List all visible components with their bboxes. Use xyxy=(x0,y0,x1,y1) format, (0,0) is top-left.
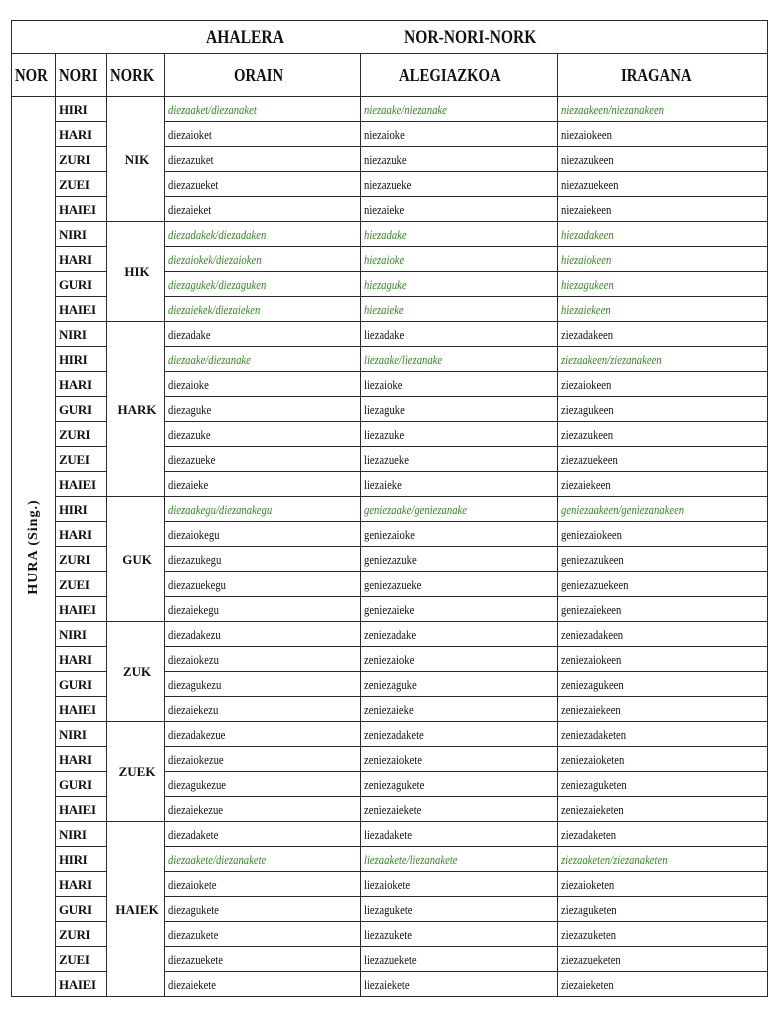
iragana-value: zeniezaioketen xyxy=(560,751,625,767)
alegiazkoa-value: zeniezaieke xyxy=(364,701,415,717)
iragana-value: ziezadaketen xyxy=(560,826,616,842)
nori-cell: HARI xyxy=(56,747,107,772)
form-cell-iragana xyxy=(557,572,767,597)
nori-cell: NIRI xyxy=(56,322,107,347)
form-cell-alegiazkoa xyxy=(361,547,557,572)
form-cell-iragana xyxy=(557,497,767,522)
form-cell-orain xyxy=(165,547,361,572)
form-cell-iragana xyxy=(557,547,767,572)
form-cell-iragana xyxy=(557,722,767,747)
form-cell-iragana xyxy=(557,122,767,147)
iragana-value: niezaakeen/niezanakeen xyxy=(560,101,664,117)
iragana-value: ziezadakeen xyxy=(560,326,613,342)
form-cell-alegiazkoa xyxy=(361,647,557,672)
alegiazkoa-value: zeniezaiekete xyxy=(364,801,422,817)
form-cell-orain xyxy=(165,422,361,447)
form-cell-iragana xyxy=(557,322,767,347)
title-ahalera: AHALERA xyxy=(206,26,285,48)
nori-cell: HARI xyxy=(56,122,107,147)
nori-cell: ZURI xyxy=(56,147,107,172)
form-cell-iragana xyxy=(557,872,767,897)
form-cell-orain xyxy=(165,647,361,672)
alegiazkoa-value: liezaiekete xyxy=(364,976,411,992)
form-cell-alegiazkoa xyxy=(361,522,557,547)
alegiazkoa-value: geniezazueke xyxy=(364,576,422,592)
iragana-value: hiezaiokeen xyxy=(560,251,612,267)
alegiazkoa-value: zeniezaiokete xyxy=(364,751,423,767)
orain-value: diezaake/diezanake xyxy=(168,351,251,367)
orain-value: diezagukete xyxy=(168,901,219,917)
form-cell-orain xyxy=(165,747,361,772)
orain-value: diezadakezu xyxy=(168,626,221,642)
alegiazkoa-value: niezaake/niezanake xyxy=(364,101,448,117)
nori-cell: HARI xyxy=(56,872,107,897)
nori-cell: HAIEI xyxy=(56,197,107,222)
alegiazkoa-value: zeniezadake xyxy=(364,626,417,642)
alegiazkoa-value: liezaakete/liezanakete xyxy=(364,851,458,867)
orain-value: diezaiokezue xyxy=(168,751,224,767)
form-cell-alegiazkoa xyxy=(361,797,557,822)
alegiazkoa-value: liezaiokete xyxy=(364,876,411,892)
form-cell-alegiazkoa xyxy=(361,172,557,197)
alegiazkoa-value: geniezaieke xyxy=(364,601,415,617)
iragana-value: ziezazukeen xyxy=(560,426,613,442)
alegiazkoa-value: liezazueke xyxy=(364,451,410,467)
orain-value: diezaiekezu xyxy=(168,701,219,717)
form-cell-alegiazkoa xyxy=(361,322,557,347)
orain-value: diezagukezu xyxy=(168,676,222,692)
form-cell-iragana xyxy=(557,147,767,172)
form-cell-iragana xyxy=(557,597,767,622)
nori-cell: ZURI xyxy=(56,547,107,572)
nori-cell: GURI xyxy=(56,272,107,297)
form-cell-iragana xyxy=(557,197,767,222)
nori-cell: ZUEI xyxy=(56,172,107,197)
form-cell-orain xyxy=(165,697,361,722)
iragana-value: niezaiekeen xyxy=(560,201,612,217)
form-cell-alegiazkoa xyxy=(361,572,557,597)
form-cell-orain xyxy=(165,147,361,172)
form-cell-orain xyxy=(165,347,361,372)
form-cell-orain xyxy=(165,872,361,897)
nori-cell: ZUEI xyxy=(56,947,107,972)
table-row xyxy=(12,722,768,747)
form-cell-orain xyxy=(165,672,361,697)
form-cell-iragana xyxy=(557,272,767,297)
form-cell-alegiazkoa xyxy=(361,922,557,947)
table-row xyxy=(12,97,768,122)
form-cell-alegiazkoa xyxy=(361,947,557,972)
table-row xyxy=(12,222,768,247)
nori-cell: HIRI xyxy=(56,847,107,872)
form-cell-orain xyxy=(165,622,361,647)
orain-value: diezadakek/diezadaken xyxy=(168,226,267,242)
iragana-value: ziezagukeen xyxy=(560,401,614,417)
alegiazkoa-value: liezaake/liezanake xyxy=(364,351,443,367)
form-cell-iragana xyxy=(557,297,767,322)
iragana-value: ziezaakeen/ziezanakeen xyxy=(560,351,662,367)
form-cell-alegiazkoa xyxy=(361,422,557,447)
iragana-value: ziezazueketen xyxy=(560,951,621,967)
form-cell-alegiazkoa xyxy=(361,197,557,222)
nori-cell: ZURI xyxy=(56,422,107,447)
iragana-value: zeniezadakeen xyxy=(560,626,623,642)
alegiazkoa-value: liezazuekete xyxy=(364,951,418,967)
form-cell-orain xyxy=(165,297,361,322)
form-cell-alegiazkoa xyxy=(361,897,557,922)
nori-cell: NIRI xyxy=(56,722,107,747)
form-cell-orain xyxy=(165,972,361,997)
title-nor-nori-nork: NOR-NORI-NORK xyxy=(404,26,537,48)
alegiazkoa-value: liezadake xyxy=(364,326,405,342)
form-cell-alegiazkoa xyxy=(361,972,557,997)
form-cell-iragana xyxy=(557,972,767,997)
form-cell-orain xyxy=(165,822,361,847)
form-cell-alegiazkoa xyxy=(361,747,557,772)
form-cell-orain xyxy=(165,522,361,547)
nori-cell: ZUEI xyxy=(56,572,107,597)
iragana-value: ziezazuekeen xyxy=(560,451,618,467)
orain-value: diezazueke xyxy=(168,451,216,467)
form-cell-orain xyxy=(165,472,361,497)
orain-value: diezaiekegu xyxy=(168,601,219,617)
iragana-value: geniezazukeen xyxy=(560,551,624,567)
nork-cell: ZUK xyxy=(107,622,165,722)
nori-cell: HAIEI xyxy=(56,972,107,997)
form-cell-orain xyxy=(165,172,361,197)
alegiazkoa-value: niezaioke xyxy=(364,126,406,142)
iragana-value: niezaiokeen xyxy=(560,126,612,142)
form-cell-iragana xyxy=(557,522,767,547)
form-cell-alegiazkoa xyxy=(361,672,557,697)
form-cell-alegiazkoa xyxy=(361,447,557,472)
iragana-value: zeniezaguketen xyxy=(560,776,627,792)
form-cell-iragana xyxy=(557,672,767,697)
form-cell-orain xyxy=(165,272,361,297)
iragana-value: ziezaiokeen xyxy=(560,376,612,392)
alegiazkoa-value: geniezaake/geniezanake xyxy=(364,501,468,517)
header-alegiazkoa: ALEGIAZKOA xyxy=(361,54,557,97)
nori-cell: NIRI xyxy=(56,622,107,647)
orain-value: diezaguke xyxy=(168,401,212,417)
alegiazkoa-value: liezaguke xyxy=(364,401,406,417)
form-cell-iragana xyxy=(557,397,767,422)
iragana-value: zeniezaiokeen xyxy=(560,651,622,667)
nori-cell: HAIEI xyxy=(56,297,107,322)
iragana-value: zeniezagukeen xyxy=(560,676,624,692)
form-cell-orain xyxy=(165,247,361,272)
form-cell-orain xyxy=(165,447,361,472)
nork-cell: ZUEK xyxy=(107,722,165,822)
table-row xyxy=(12,322,768,347)
form-cell-alegiazkoa xyxy=(361,147,557,172)
form-cell-alegiazkoa xyxy=(361,847,557,872)
header-row xyxy=(12,54,768,97)
alegiazkoa-value: hiezadake xyxy=(364,226,408,242)
iragana-value: geniezaakeen/geniezanakeen xyxy=(560,501,684,517)
nor-label: HURA (Sing.) xyxy=(25,498,41,595)
orain-value: diezaaket/diezanaket xyxy=(168,101,257,117)
nori-cell: HAIEI xyxy=(56,697,107,722)
form-cell-alegiazkoa xyxy=(361,597,557,622)
nori-cell: ZURI xyxy=(56,922,107,947)
iragana-value: geniezazuekeen xyxy=(560,576,629,592)
form-cell-orain xyxy=(165,97,361,122)
orain-value: diezaiokek/diezaioken xyxy=(168,251,262,267)
alegiazkoa-value: hiezaioke xyxy=(364,251,405,267)
orain-value: diezaakete/diezanakete xyxy=(168,851,267,867)
form-cell-alegiazkoa xyxy=(361,97,557,122)
form-cell-orain xyxy=(165,397,361,422)
header-orain: ORAIN xyxy=(165,54,361,97)
orain-value: diezaioket xyxy=(168,126,212,142)
form-cell-iragana xyxy=(557,647,767,672)
iragana-value: ziezaaketen/ziezanaketen xyxy=(560,851,668,867)
nork-cell: HAIEK xyxy=(107,822,165,997)
form-cell-orain xyxy=(165,122,361,147)
nori-cell: GURI xyxy=(56,772,107,797)
nor-cell xyxy=(12,97,56,997)
form-cell-orain xyxy=(165,197,361,222)
form-cell-alegiazkoa xyxy=(361,472,557,497)
orain-value: diezaiokezu xyxy=(168,651,219,667)
conjugation-table xyxy=(11,20,768,997)
form-cell-iragana xyxy=(557,697,767,722)
nori-cell: ZUEI xyxy=(56,447,107,472)
form-cell-iragana xyxy=(557,247,767,272)
nork-cell: HARK xyxy=(107,322,165,497)
title-row xyxy=(12,21,768,54)
nori-cell: HAIEI xyxy=(56,597,107,622)
alegiazkoa-value: hiezaguke xyxy=(364,276,408,292)
form-cell-iragana xyxy=(557,922,767,947)
form-cell-iragana xyxy=(557,422,767,447)
form-cell-orain xyxy=(165,797,361,822)
alegiazkoa-value: niezaieke xyxy=(364,201,405,217)
alegiazkoa-value: liezagukete xyxy=(364,901,413,917)
iragana-value: zeniezadaketen xyxy=(560,726,626,742)
form-cell-alegiazkoa xyxy=(361,497,557,522)
alegiazkoa-value: hiezaieke xyxy=(364,301,405,317)
form-cell-orain xyxy=(165,372,361,397)
iragana-value: ziezaioketen xyxy=(560,876,615,892)
form-cell-alegiazkoa xyxy=(361,222,557,247)
form-cell-orain xyxy=(165,847,361,872)
form-cell-alegiazkoa xyxy=(361,697,557,722)
form-cell-iragana xyxy=(557,172,767,197)
form-cell-alegiazkoa xyxy=(361,822,557,847)
nori-cell: NIRI xyxy=(56,822,107,847)
alegiazkoa-value: geniezazuke xyxy=(364,551,418,567)
nori-cell: HAIEI xyxy=(56,797,107,822)
orain-value: diezaiekete xyxy=(168,976,216,992)
orain-value: diezazukete xyxy=(168,926,219,942)
form-cell-alegiazkoa xyxy=(361,347,557,372)
orain-value: diezaiekezue xyxy=(168,801,224,817)
form-cell-alegiazkoa xyxy=(361,722,557,747)
iragana-value: ziezaieketen xyxy=(560,976,614,992)
nori-cell: HIRI xyxy=(56,347,107,372)
iragana-value: ziezaguketen xyxy=(560,901,617,917)
form-cell-iragana xyxy=(557,847,767,872)
alegiazkoa-value: zeniezaguke xyxy=(364,676,418,692)
orain-value: diezazuekegu xyxy=(168,576,227,592)
form-cell-iragana xyxy=(557,97,767,122)
form-cell-iragana xyxy=(557,347,767,372)
iragana-value: hiezaiekeen xyxy=(560,301,611,317)
form-cell-iragana xyxy=(557,222,767,247)
form-cell-iragana xyxy=(557,447,767,472)
orain-value: diezaieket xyxy=(168,201,212,217)
orain-value: diezaiekek/diezaieken xyxy=(168,301,261,317)
alegiazkoa-value: liezazuke xyxy=(364,426,405,442)
nori-cell: NIRI xyxy=(56,222,107,247)
header-iragana: IRAGANA xyxy=(557,54,767,97)
nori-cell: GURI xyxy=(56,897,107,922)
nori-cell: GURI xyxy=(56,397,107,422)
alegiazkoa-value: liezadakete xyxy=(364,826,413,842)
iragana-value: niezazukeen xyxy=(560,151,614,167)
nori-cell: HIRI xyxy=(56,497,107,522)
form-cell-orain xyxy=(165,322,361,347)
form-cell-orain xyxy=(165,722,361,747)
alegiazkoa-value: zeniezagukete xyxy=(364,776,425,792)
form-cell-alegiazkoa xyxy=(361,397,557,422)
orain-value: diezazuke xyxy=(168,426,211,442)
nori-cell: HIRI xyxy=(56,97,107,122)
form-cell-iragana xyxy=(557,622,767,647)
form-cell-orain xyxy=(165,947,361,972)
table-row xyxy=(12,822,768,847)
alegiazkoa-value: liezazukete xyxy=(364,926,413,942)
form-cell-orain xyxy=(165,922,361,947)
orain-value: diezazukegu xyxy=(168,551,222,567)
orain-value: diezaiokete xyxy=(168,876,217,892)
form-cell-orain xyxy=(165,772,361,797)
table-body xyxy=(12,21,768,997)
form-cell-iragana xyxy=(557,947,767,972)
orain-value: diezazuket xyxy=(168,151,214,167)
orain-value: diezaioke xyxy=(168,376,209,392)
title-cell xyxy=(12,21,768,54)
orain-value: diezagukek/diezaguken xyxy=(168,276,267,292)
alegiazkoa-value: zeniezaioke xyxy=(364,651,415,667)
nork-cell: NIK xyxy=(107,97,165,222)
form-cell-alegiazkoa xyxy=(361,247,557,272)
iragana-value: geniezaiokeen xyxy=(560,526,622,542)
nork-cell: HIK xyxy=(107,222,165,322)
form-cell-alegiazkoa xyxy=(361,122,557,147)
iragana-value: niezazuekeen xyxy=(560,176,619,192)
form-cell-alegiazkoa xyxy=(361,372,557,397)
orain-value: diezadakete xyxy=(168,826,219,842)
form-cell-iragana xyxy=(557,772,767,797)
form-cell-alegiazkoa xyxy=(361,872,557,897)
header-nork: NORK xyxy=(107,54,165,97)
nori-cell: HARI xyxy=(56,247,107,272)
form-cell-iragana xyxy=(557,472,767,497)
iragana-value: ziezazuketen xyxy=(560,926,616,942)
header-nori: NORI xyxy=(56,54,107,97)
form-cell-alegiazkoa xyxy=(361,272,557,297)
form-cell-iragana xyxy=(557,797,767,822)
form-cell-alegiazkoa xyxy=(361,297,557,322)
form-cell-orain xyxy=(165,222,361,247)
form-cell-iragana xyxy=(557,372,767,397)
orain-value: diezadake xyxy=(168,326,211,342)
nori-cell: GURI xyxy=(56,672,107,697)
iragana-value: zeniezaieketen xyxy=(560,801,624,817)
iragana-value: geniezaiekeen xyxy=(560,601,622,617)
form-cell-orain xyxy=(165,597,361,622)
orain-value: diezazueket xyxy=(168,176,219,192)
orain-value: diezaieke xyxy=(168,476,209,492)
nori-cell: HAIEI xyxy=(56,472,107,497)
iragana-value: hiezadakeen xyxy=(560,226,614,242)
form-cell-alegiazkoa xyxy=(361,622,557,647)
alegiazkoa-value: zeniezadakete xyxy=(364,726,425,742)
nori-cell: HARI xyxy=(56,372,107,397)
table-row xyxy=(12,622,768,647)
alegiazkoa-value: niezazueke xyxy=(364,176,412,192)
nori-cell: HARI xyxy=(56,647,107,672)
orain-value: diezazuekete xyxy=(168,951,224,967)
form-cell-iragana xyxy=(557,822,767,847)
alegiazkoa-value: geniezaioke xyxy=(364,526,416,542)
form-cell-orain xyxy=(165,497,361,522)
form-cell-orain xyxy=(165,897,361,922)
alegiazkoa-value: niezazuke xyxy=(364,151,408,167)
orain-value: diezadakezue xyxy=(168,726,226,742)
orain-value: diezaakegu/diezanakegu xyxy=(168,501,273,517)
iragana-value: zeniezaiekeen xyxy=(560,701,621,717)
nori-cell: HARI xyxy=(56,522,107,547)
nork-cell: GUK xyxy=(107,497,165,622)
alegiazkoa-value: liezaieke xyxy=(364,476,403,492)
header-nor: NOR xyxy=(12,54,56,97)
table-row xyxy=(12,497,768,522)
form-cell-alegiazkoa xyxy=(361,772,557,797)
orain-value: diezaiokegu xyxy=(168,526,220,542)
form-cell-iragana xyxy=(557,897,767,922)
form-cell-iragana xyxy=(557,747,767,772)
iragana-value: ziezaiekeen xyxy=(560,476,611,492)
form-cell-orain xyxy=(165,572,361,597)
iragana-value: hiezagukeen xyxy=(560,276,614,292)
orain-value: diezagukezue xyxy=(168,776,227,792)
alegiazkoa-value: liezaioke xyxy=(364,376,403,392)
